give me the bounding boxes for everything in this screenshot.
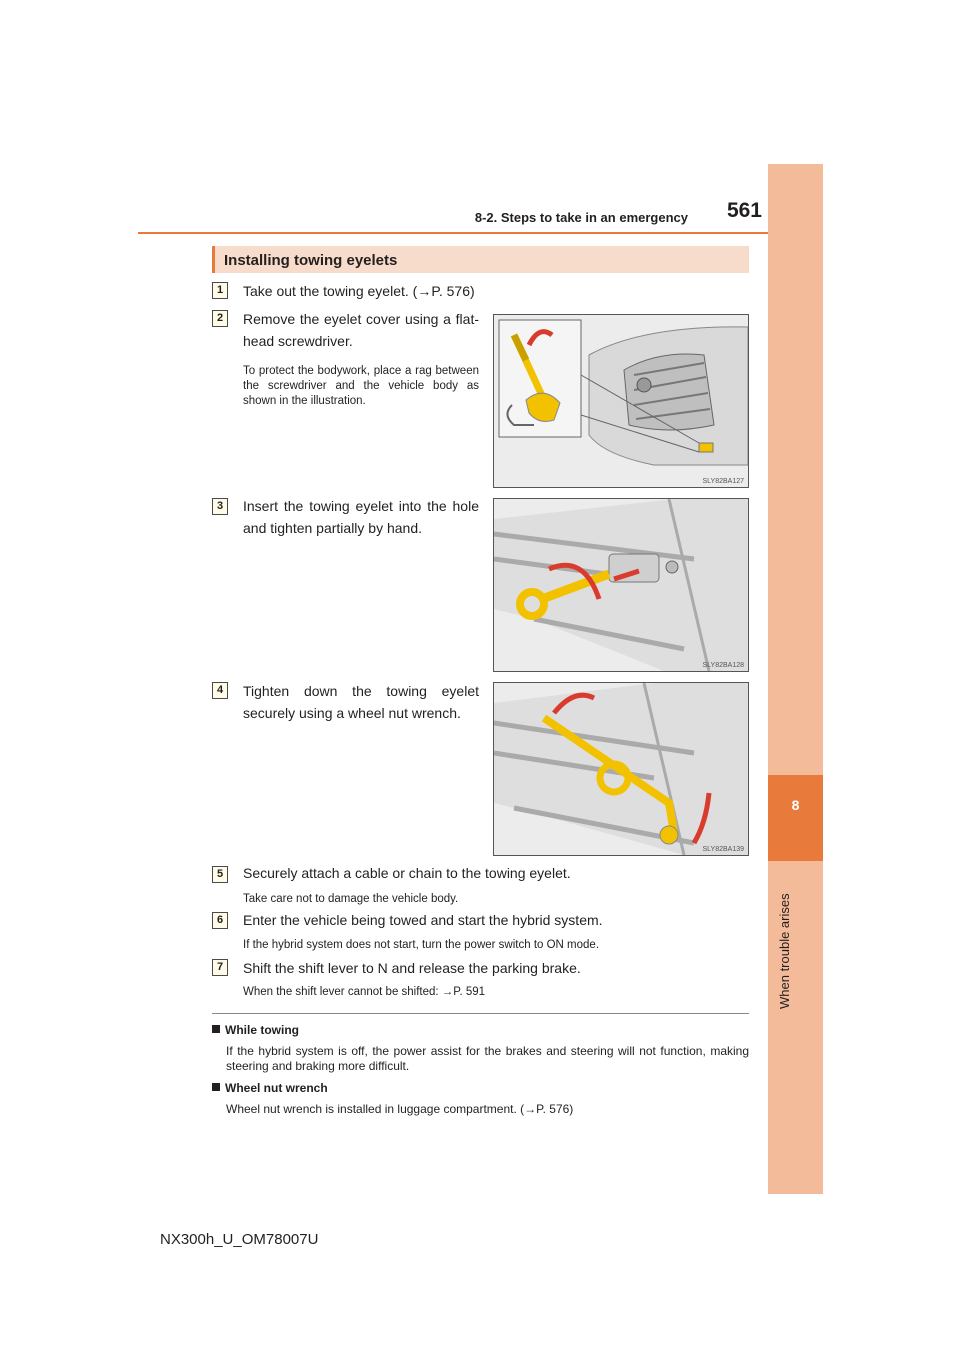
document-code: NX300h_U_OM78007U — [160, 1231, 319, 1248]
insert-eyelet-drawing — [494, 499, 748, 671]
page-number: 561 — [726, 199, 762, 222]
step-text: Take out the towing eyelet. (→P. 576) — [243, 283, 475, 299]
step-number: 1 — [212, 282, 228, 299]
tighten-eyelet-drawing — [494, 683, 748, 855]
note-heading: While towing — [212, 1023, 299, 1037]
step-text: Remove the eyelet cover using a flat-head screwdriver. — [243, 311, 479, 349]
step-number: 7 — [212, 959, 228, 976]
header-rule — [138, 232, 823, 234]
step-text: Shift the shift lever to N and release the parking brake. — [243, 960, 581, 976]
chapter-side-tab — [768, 164, 823, 1194]
chapter-number: 8 — [791, 797, 800, 813]
figure-code: SLY82BA127 — [702, 478, 744, 485]
step-note: Take care not to damage the vehicle body. — [243, 893, 459, 905]
step-note: If the hybrid system does not start, turn the power switch to ON mode. — [243, 939, 600, 951]
illustration-tighten-eyelet — [493, 682, 749, 856]
note-text: If the hybrid system is off, the power assist for the brakes and steering will not function, making steering and braking more difficult. — [226, 1044, 749, 1073]
step-text: Tighten down the towing eyelet securely using a wheel nut wrench. — [243, 683, 479, 721]
chapter-tab-active — [768, 775, 823, 861]
section-heading: Installing towing eyelets — [224, 252, 398, 269]
note-heading: Wheel nut wrench — [212, 1081, 328, 1095]
step-text: Securely attach a cable or chain to the towing eyelet. — [243, 865, 571, 881]
step-number: 2 — [212, 310, 228, 327]
step-note: To protect the bodywork, place a rag between the screwdriver and the vehicle body as shown in the illustration. — [243, 365, 479, 407]
step-text: Insert the towing eyelet into the hole and tighten partially by hand. — [243, 498, 479, 536]
notes-divider — [212, 1013, 749, 1014]
step-number: 5 — [212, 866, 228, 883]
step-note: When the shift lever cannot be shifted: →P. 591 — [243, 986, 486, 998]
note-text: Wheel nut wrench is installed in luggage compartment. (→P. 576) — [226, 1102, 574, 1116]
illustration-insert-eyelet — [493, 498, 749, 672]
chapter-title: When trouble arises — [777, 893, 792, 1009]
square-bullet-icon — [212, 1083, 220, 1091]
figure-code: SLY82BA139 — [702, 846, 744, 853]
section-title: 8-2. Steps to take in an emergency — [474, 210, 688, 225]
step-number: 6 — [212, 912, 228, 929]
illustration-remove-cover — [493, 314, 749, 488]
figure-code: SLY82BA128 — [702, 662, 744, 669]
step-text: Enter the vehicle being towed and start the hybrid system. — [243, 912, 603, 928]
remove-cover-drawing — [494, 315, 748, 487]
step-number: 3 — [212, 498, 228, 515]
square-bullet-icon — [212, 1025, 220, 1033]
step-number: 4 — [212, 682, 228, 699]
